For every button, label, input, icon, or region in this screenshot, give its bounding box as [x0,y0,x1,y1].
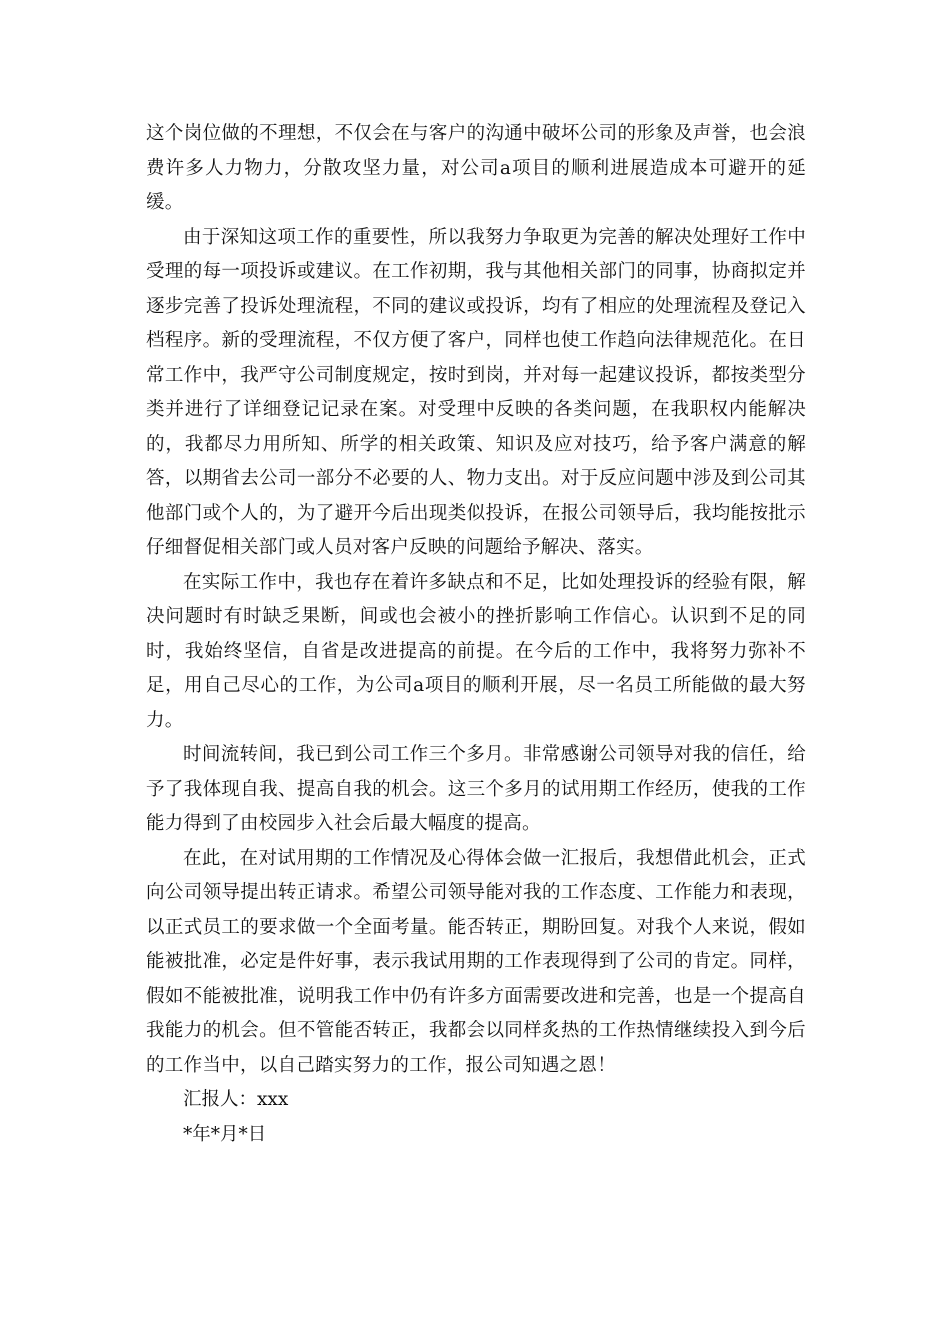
paragraph-continued: 这个岗位做的不理想，不仅会在与客户的沟通中破坏公司的形象及声誉，也会浪费许多人力物力，分散攻坚力量，对公司a项目的顺利进展造成本可避开的延缓。 [146,123,806,213]
paragraph-shortcomings: 在实际工作中，我也存在着许多缺点和不足，比如处理投诉的经验有限，解决问题时有时缺乏果断，间或也会被小的挫折影响工作信心。认识到不足的同时，我始终坚信，自省是改进提高的前提。在今后的工作中，我将努力弥补不足，用自己尽心的工作，为公司a项目的顺利开展，尽一名员工所能做的最大努力。 [146,571,806,731]
paragraph-complaint-handling: 由于深知这项工作的重要性，所以我努力争取更为完善的解决处理好工作中受理的每一项投诉或建议。在工作初期，我与其他相关部门的同事，协商拟定并逐步完善了投诉处理流程，不同的建议或投诉，均有了相应的处理流程及登记入档程序。新的受理流程，不仅方便了客户，同样也使工作趋向法律规范化。在日常工作中，我严守公司制度规定，按时到岗，并对每一起建议投诉，都按类型分类并进行了详细登记记录在案。对受理中反映的各类问题，在我职权内能解决的，我都尽力用所知、所学的相关政策、知识及应对技巧，给予客户满意的解答，以期省去公司一部分不必要的人、物力支出。对于反应问题中涉及到公司其他部门或个人的，为了避开今后出现类似投诉，在报公司领导后，我均能按批示仔细督促相关部门或人员对客户反映的问题给予解决、落实。 [146,226,806,558]
paragraph-gratitude: 时间流转间，我已到公司工作三个多月。非常感谢公司领导对我的信任，给予了我体现自我、提高自我的机会。这三个多月的试用期工作经历，使我的工作能力得到了由校园步入社会后最大幅度的提高。 [146,744,806,834]
report-date: *年*月*日 [183,1123,267,1145]
reporter-signature: 汇报人：xxx [183,1089,289,1110]
paragraph-request: 在此，在对试用期的工作情况及心得体会做一汇报后，我想借此机会，正式向公司领导提出转正请求。希望公司领导能对我的工作态度、工作能力和表现，以正式员工的要求做一个全面考量。能否转正，期盼回复。对我个人来说，假如能被批准，必定是件好事，表示我试用期的工作表现得到了公司的肯定。同样，假如不能被批准，说明我工作中仍有许多方面需要改进和完善，也是一个提高自我能力的机会。但不管能否转正，我都会以同样炙热的工作热情继续投入到今后的工作当中，以自己踏实努力的工作，报公司知遇之恩！ [146,847,806,1076]
document-page [146,117,806,1152]
